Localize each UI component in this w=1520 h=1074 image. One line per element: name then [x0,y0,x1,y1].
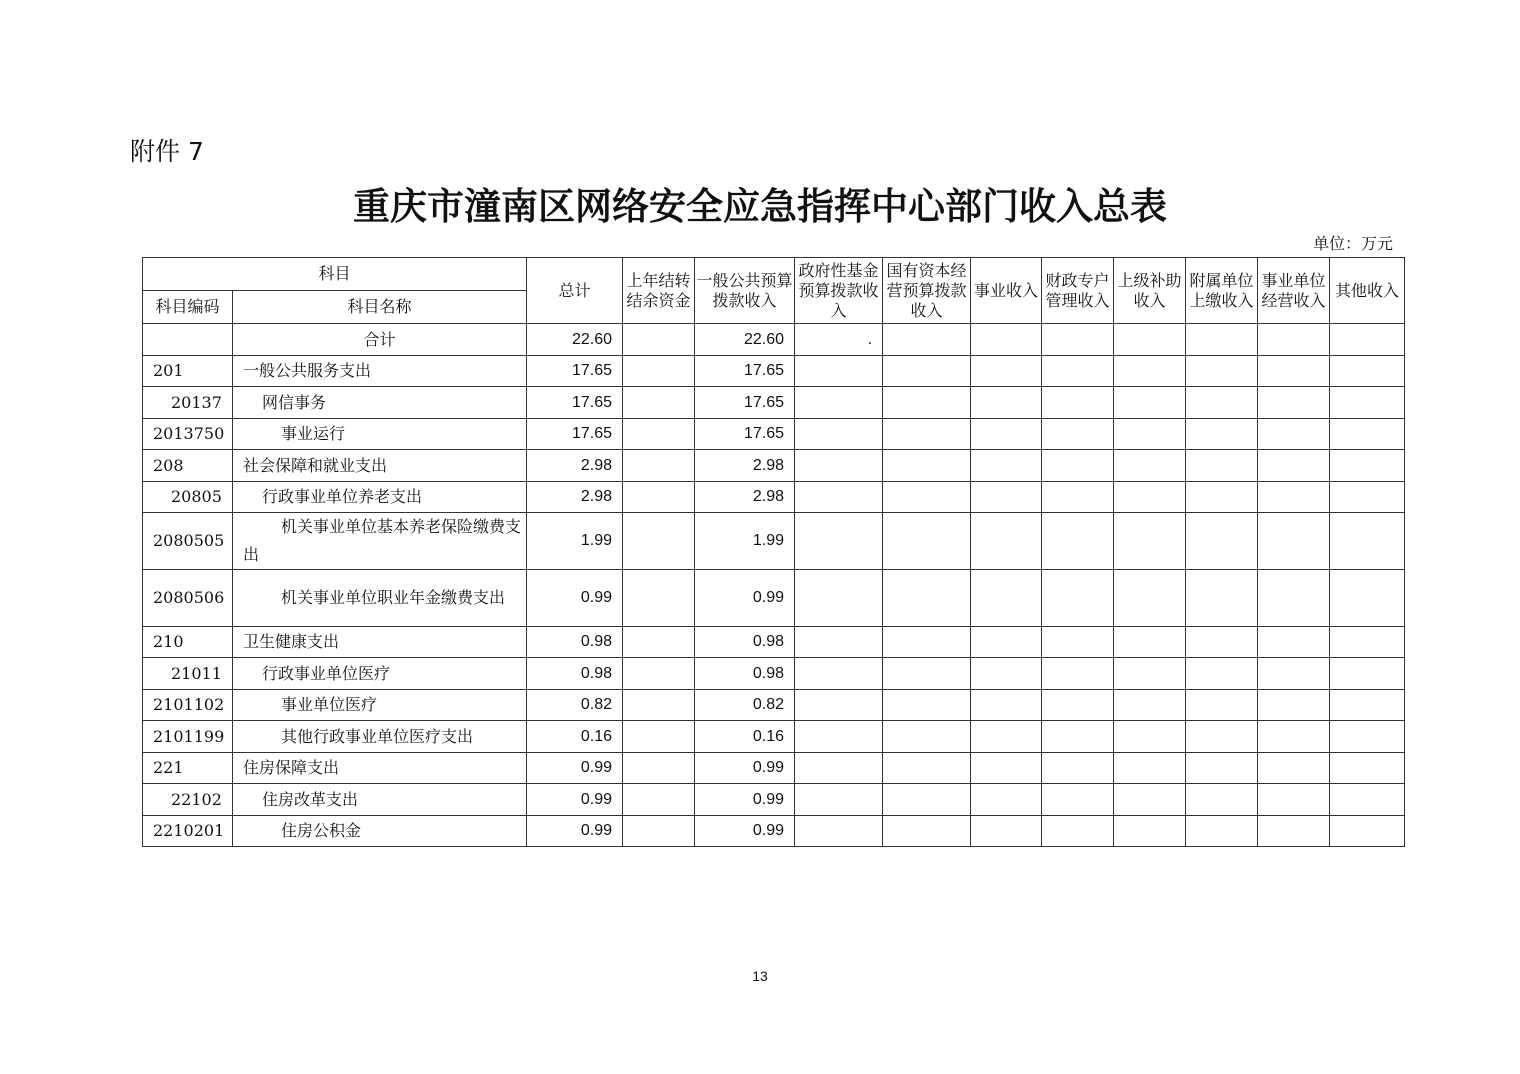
header-fiscal-special: 财政专户管理收入 [1042,258,1114,324]
income-summary-table [142,257,1405,847]
row-name: 网信事务 [233,387,527,419]
row-code: 2101102 [143,690,233,721]
row-total: 17.65 [527,356,623,387]
table-row [143,816,1405,847]
header-unit-operation: 事业单位经营收入 [1258,258,1330,324]
header-gov-fund: 政府性基金预算拨款收入 [795,258,883,324]
row-total: 17.65 [527,419,623,450]
row-code: 2101199 [143,721,233,753]
row-code: 201 [143,356,233,387]
page-title: 重庆市潼南区网络安全应急指挥中心部门收入总表 [353,184,1167,228]
row-total: 0.99 [527,784,623,816]
row-code: 20137 [143,387,233,419]
header-subject-code: 科目编码 [143,291,233,324]
row-total: 0.98 [527,658,623,690]
row-code: 2080505 [143,513,233,570]
table-row [143,570,1405,627]
row-general-budget: 17.65 [695,356,795,387]
row-general-budget: 0.99 [695,784,795,816]
row-name: 社会保障和就业支出 [233,450,527,482]
header-total: 总计 [527,258,623,324]
row-code: 2210201 [143,816,233,847]
table-row [143,482,1405,513]
attachment-label: 附件 7 [130,137,204,166]
row-name: 卫生健康支出 [233,627,527,658]
row-total: 17.65 [527,387,623,419]
header-subject-name: 科目名称 [233,291,527,324]
table-row [143,753,1405,784]
header-carryover: 上年结转结余资金 [623,258,695,324]
table-row [143,784,1405,816]
table-row [143,690,1405,721]
row-code: 21011 [143,658,233,690]
header-state-capital: 国有资本经营预算拨款收入 [883,258,971,324]
table-row [143,356,1405,387]
header-other: 其他收入 [1330,258,1405,324]
unit-label: 单位：万元 [1312,234,1393,253]
row-total: 0.16 [527,721,623,753]
header-superior-subsidy: 上级补助收入 [1114,258,1186,324]
header-general-budget: 一般公共预算拨款收入 [695,258,795,324]
table-row [143,627,1405,658]
row-name: 住房改革支出 [233,784,527,816]
row-code: 221 [143,753,233,784]
header-affiliated-units: 附属单位上缴收入 [1186,258,1258,324]
row-name: 行政事业单位医疗 [233,658,527,690]
row-general-budget: 0.99 [695,816,795,847]
header-subject: 科目 [143,258,527,291]
row-total: 1.99 [527,513,623,570]
row-total: 0.99 [527,570,623,627]
row-general-budget: 1.99 [695,513,795,570]
row-total: 2.98 [527,450,623,482]
row-name: 机关事业单位职业年金缴费支出 [233,570,527,627]
row-general-budget: 0.82 [695,690,795,721]
row-general-budget: 2.98 [695,450,795,482]
row-code: 22102 [143,784,233,816]
row-general-budget: 17.65 [695,387,795,419]
summary-label: 合计 [233,324,527,356]
table-row [143,658,1405,690]
row-name: 事业单位医疗 [233,690,527,721]
row-name: 其他行政事业单位医疗支出 [233,721,527,753]
row-name: 住房保障支出 [233,753,527,784]
cell-empty [143,324,233,356]
page-number: 13 [752,968,768,984]
cell-empty [623,324,695,356]
row-general-budget: 17.65 [695,419,795,450]
row-total: 0.98 [527,627,623,658]
row-total: 2.98 [527,482,623,513]
row-name: 事业运行 [233,419,527,450]
row-general-budget: 0.99 [695,753,795,784]
table-row [143,387,1405,419]
row-name: 机关事业单位基本养老保险缴费支出 [233,513,527,570]
row-total: 0.99 [527,753,623,784]
row-code: 2080506 [143,570,233,627]
table-row [143,450,1405,482]
row-general-budget: 2.98 [695,482,795,513]
row-code: 2013750 [143,419,233,450]
row-general-budget: 0.98 [695,627,795,658]
row-code: 210 [143,627,233,658]
row-general-budget: 0.98 [695,658,795,690]
row-code: 208 [143,450,233,482]
table-row [143,721,1405,753]
row-total: 0.99 [527,816,623,847]
row-name: 住房公积金 [233,816,527,847]
summary-general-budget: 22.60 [695,324,795,356]
header-business-income: 事业收入 [971,258,1042,324]
table-row [143,419,1405,450]
row-code: 20805 [143,482,233,513]
row-name: 行政事业单位养老支出 [233,482,527,513]
row-general-budget: 0.16 [695,721,795,753]
summary-row [143,324,1405,356]
summary-gov-fund: . [795,324,883,356]
row-total: 0.82 [527,690,623,721]
summary-total: 22.60 [527,324,623,356]
row-general-budget: 0.99 [695,570,795,627]
table-row [143,513,1405,570]
header-row-1 [143,258,1405,291]
row-name: 一般公共服务支出 [233,356,527,387]
